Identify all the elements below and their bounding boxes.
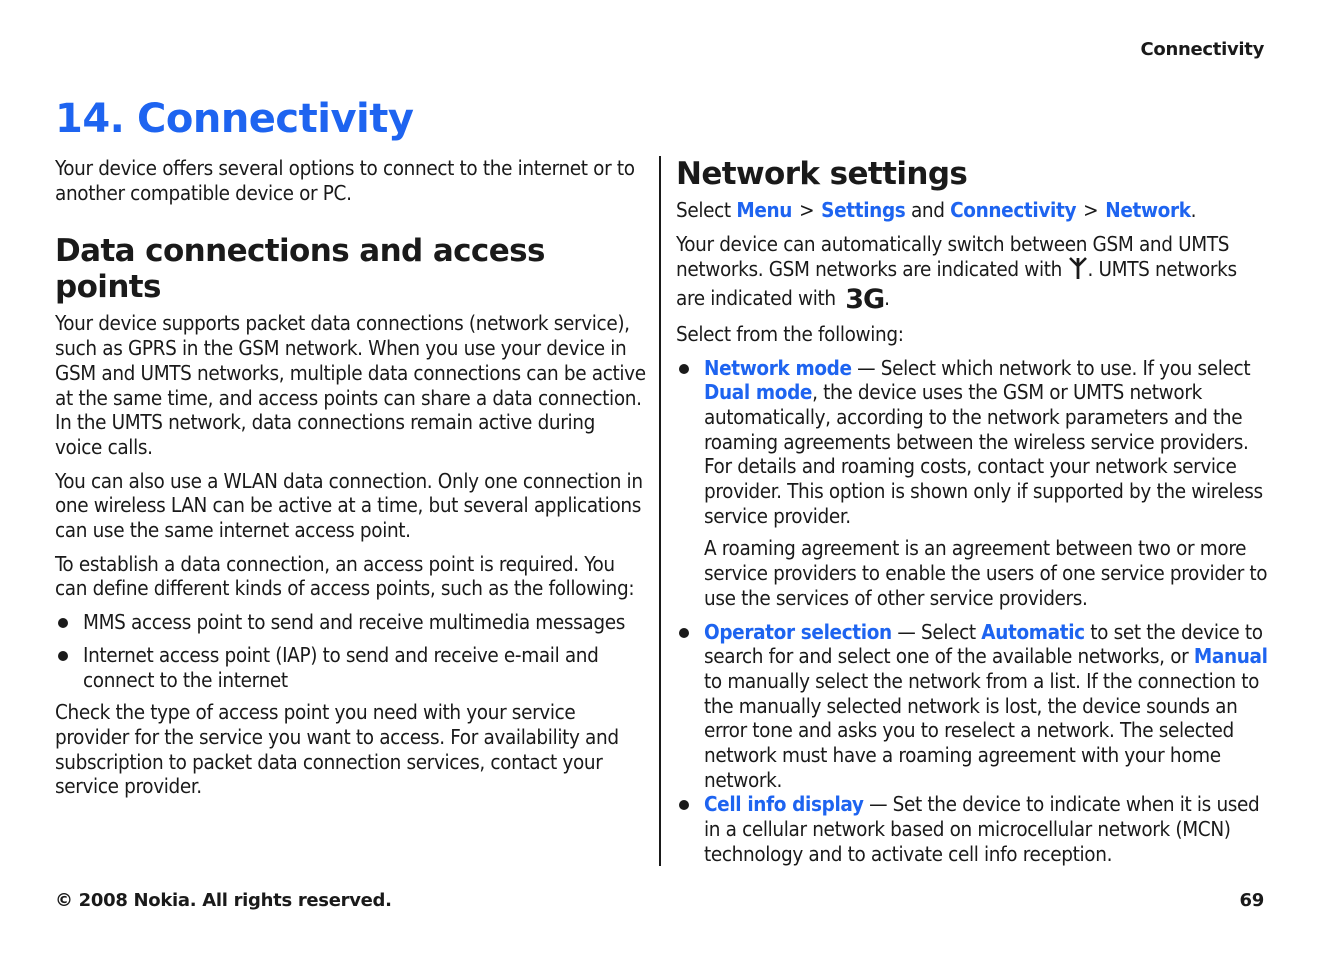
list-item: Internet access point (IAP) to send and receive e-mail and connect to the internet <box>55 643 647 692</box>
running-head: Connectivity <box>1140 39 1264 60</box>
settings-link[interactable]: Settings <box>821 198 906 222</box>
section-heading-network-settings: Network settings <box>676 156 968 192</box>
gsm-antenna-icon <box>1069 256 1087 286</box>
page-number: 69 <box>1239 890 1264 911</box>
network-options-list <box>676 356 1268 867</box>
chapter-heading <box>55 96 413 142</box>
chapter-number: 14. <box>55 96 125 142</box>
connectivity-link[interactable]: Connectivity <box>950 198 1077 222</box>
list-item-operator-selection: Operator selection — Select Automatic to set the device to search for and select one of the available networks, or Manual to manually select the network from a list. If the connection to the manually selected network is lost, the device sounds an error tone and asks you to reselect a network. The selected network must have a roaming agreement with your home network. <box>676 620 1268 793</box>
dual-mode-option[interactable]: Dual mode <box>704 380 813 405</box>
column-divider <box>659 156 661 866</box>
right-column <box>676 156 1268 867</box>
automatic-option[interactable]: Automatic <box>981 619 1085 644</box>
umts-3g-icon: 3G <box>845 284 885 316</box>
chapter-title: Connectivity <box>137 96 414 142</box>
network-link[interactable]: Network <box>1105 198 1191 222</box>
cell-info-display-option[interactable]: Cell info display <box>704 792 864 817</box>
select-from-text: Select from the following: <box>676 321 904 346</box>
menu-link[interactable]: Menu <box>736 198 793 222</box>
intro-paragraph: Your device offers several options to connect to the internet or to another compatible device or PC. <box>55 156 635 205</box>
menu-path: Select Menu > Settings and Connectivity > Network. <box>676 198 1197 222</box>
copyright-footer: © 2008 Nokia. All rights reserved. <box>55 890 392 911</box>
operator-selection-option[interactable]: Operator selection <box>704 619 892 644</box>
paragraph-packet-data: Your device supports packet data connections (network service), such as GPRS in the GSM network. When you use your device in GSM and UMTS networks, multiple data connections can be active at the same time, and access points can share a data connection. In the UMTS network, data connections remain active during voice calls. <box>55 311 646 459</box>
manual-option[interactable]: Manual <box>1193 644 1268 669</box>
list-item-network-mode: Network mode — Select which network to use. If you select Dual mode, the device uses the GSM or UMTS network automatically, according to the network parameters and the roaming agreements between the wireless service providers. For details and roaming costs, contact your network service provider. This option is shown only if supported by the wireless service provider. A roaming agreement is an agreement between two or more service providers to enable the users of one service provider to use the services of other service providers. <box>676 356 1268 611</box>
network-mode-option[interactable]: Network mode <box>704 355 852 380</box>
access-point-list <box>55 610 647 692</box>
roaming-agreement-note: A roaming agreement is an agreement between two or more service providers to enable the users of one service provider to use the services of other service providers. <box>704 536 1268 610</box>
paragraph-access-point: To establish a data connection, an access point is required. You can define different kinds of access points, such as the following: <box>55 551 635 601</box>
left-column <box>55 156 647 808</box>
paragraph-wlan: You can also use a WLAN data connection. Only one connection in one wireless LAN can be active at a time, but several applications can use the same internet access point. <box>55 468 643 543</box>
paragraph-auto-switch: Your device can automatically switch between GSM and UMTS networks. GSM networks are indicated with . UMTS networks are indicated with 3G. <box>676 231 1237 316</box>
list-item: MMS access point to send and receive multimedia messages <box>55 610 647 635</box>
paragraph-check-type: Check the type of access point you need with your service provider for the service you want to access. For availability and subscription to packet data connection services, contact your service provider. <box>55 700 619 799</box>
section-heading-data-connections: Data connections and access points <box>55 233 545 306</box>
list-item-cell-info: Cell info display — Set the device to indicate when it is used in a cellular network based on microcellular network (MCN) technology and to activate cell info reception. <box>676 792 1268 866</box>
